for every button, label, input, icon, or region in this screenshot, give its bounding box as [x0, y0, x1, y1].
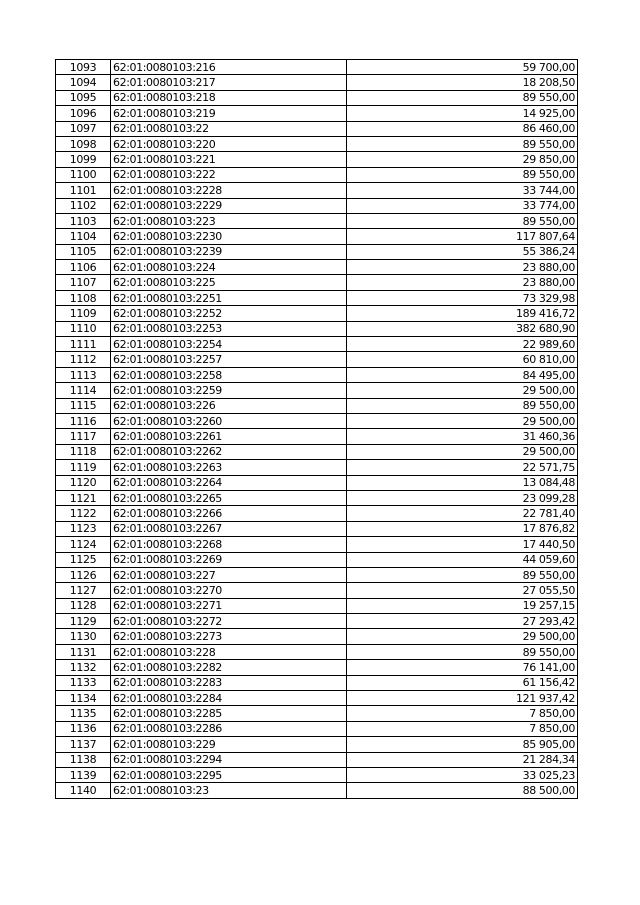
row-number-cell: 1130: [56, 629, 111, 644]
table-row: [56, 167, 578, 182]
cadastral-number-cell: 62:01:0080103:2252: [111, 306, 347, 321]
row-number-cell: 1111: [56, 337, 111, 352]
cadastral-number-cell: 62:01:0080103:2284: [111, 691, 347, 706]
cadastral-value-cell: 189 416,72: [347, 306, 578, 321]
row-number-cell: 1128: [56, 598, 111, 613]
row-number-cell: 1107: [56, 275, 111, 290]
cadastral-number-cell: 62:01:0080103:218: [111, 90, 347, 105]
row-number-cell: 1104: [56, 229, 111, 244]
row-number-cell: 1112: [56, 352, 111, 367]
table-row: [56, 521, 578, 536]
cadastral-value-cell: 33 025,23: [347, 767, 578, 782]
table-row: [56, 691, 578, 706]
table-row: [56, 229, 578, 244]
table-row: [56, 783, 578, 798]
table-row: [56, 352, 578, 367]
cadastral-number-cell: 62:01:0080103:2261: [111, 429, 347, 444]
cadastral-number-cell: 62:01:0080103:2270: [111, 583, 347, 598]
table-row: [56, 75, 578, 90]
cadastral-number-cell: 62:01:0080103:2268: [111, 537, 347, 552]
table-row: [56, 152, 578, 167]
cadastral-value-cell: 29 500,00: [347, 413, 578, 428]
table-row: [56, 337, 578, 352]
cadastral-number-cell: 62:01:0080103:224: [111, 260, 347, 275]
table-row: [56, 537, 578, 552]
table-row: [56, 321, 578, 336]
cadastral-number-cell: 62:01:0080103:2229: [111, 198, 347, 213]
cadastral-value-cell: 31 460,36: [347, 429, 578, 444]
cadastral-number-cell: 62:01:0080103:2230: [111, 229, 347, 244]
cadastral-number-cell: 62:01:0080103:2265: [111, 490, 347, 505]
cadastral-value-cell: 33 774,00: [347, 198, 578, 213]
row-number-cell: 1102: [56, 198, 111, 213]
cadastral-value-cell: 27 293,42: [347, 614, 578, 629]
row-number-cell: 1131: [56, 644, 111, 659]
cadastral-value-cell: 22 989,60: [347, 337, 578, 352]
table-row: [56, 106, 578, 121]
row-number-cell: 1123: [56, 521, 111, 536]
row-number-cell: 1122: [56, 506, 111, 521]
cadastral-value-cell: 17 440,50: [347, 537, 578, 552]
cadastral-value-cell: 14 925,00: [347, 106, 578, 121]
cadastral-value-cell: 89 550,00: [347, 567, 578, 582]
cadastral-number-cell: 62:01:0080103:225: [111, 275, 347, 290]
table-row: [56, 198, 578, 213]
row-number-cell: 1093: [56, 60, 111, 75]
cadastral-number-cell: 62:01:0080103:216: [111, 60, 347, 75]
cadastral-value-cell: 84 495,00: [347, 367, 578, 382]
cadastral-number-cell: 62:01:0080103:2272: [111, 614, 347, 629]
row-number-cell: 1114: [56, 383, 111, 398]
table-row: [56, 383, 578, 398]
cadastral-value-cell: 60 810,00: [347, 352, 578, 367]
table-row: [56, 506, 578, 521]
table-row: [56, 290, 578, 305]
cadastral-value-cell: 59 700,00: [347, 60, 578, 75]
row-number-cell: 1109: [56, 306, 111, 321]
row-number-cell: 1100: [56, 167, 111, 182]
row-number-cell: 1099: [56, 152, 111, 167]
cadastral-value-cell: 29 850,00: [347, 152, 578, 167]
row-number-cell: 1110: [56, 321, 111, 336]
cadastral-value-cell: 89 550,00: [347, 398, 578, 413]
table-row: [56, 183, 578, 198]
table-row: [56, 244, 578, 259]
row-number-cell: 1139: [56, 767, 111, 782]
cadastral-value-cell: 18 208,50: [347, 75, 578, 90]
cadastral-number-cell: 62:01:0080103:2254: [111, 337, 347, 352]
cadastral-number-cell: 62:01:0080103:222: [111, 167, 347, 182]
cadastral-number-cell: 62:01:0080103:2264: [111, 475, 347, 490]
cadastral-number-cell: 62:01:0080103:2257: [111, 352, 347, 367]
cadastral-number-cell: 62:01:0080103:221: [111, 152, 347, 167]
table-row: [56, 136, 578, 151]
cadastral-value-cell: 55 386,24: [347, 244, 578, 259]
cadastral-value-cell: 73 329,98: [347, 290, 578, 305]
row-number-cell: 1125: [56, 552, 111, 567]
row-number-cell: 1095: [56, 90, 111, 105]
cadastral-value-cell: 117 807,64: [347, 229, 578, 244]
row-number-cell: 1129: [56, 614, 111, 629]
cadastral-number-cell: 62:01:0080103:2271: [111, 598, 347, 613]
table-row: [56, 567, 578, 582]
cadastral-value-cell: 76 141,00: [347, 660, 578, 675]
cadastral-number-cell: 62:01:0080103:2239: [111, 244, 347, 259]
cadastral-number-cell: 62:01:0080103:2251: [111, 290, 347, 305]
cadastral-number-cell: 62:01:0080103:2273: [111, 629, 347, 644]
row-number-cell: 1120: [56, 475, 111, 490]
table-body: [56, 60, 578, 799]
row-number-cell: 1127: [56, 583, 111, 598]
cadastral-number-cell: 62:01:0080103:2283: [111, 675, 347, 690]
row-number-cell: 1138: [56, 752, 111, 767]
cadastral-number-cell: 62:01:0080103:219: [111, 106, 347, 121]
cadastral-number-cell: 62:01:0080103:226: [111, 398, 347, 413]
row-number-cell: 1121: [56, 490, 111, 505]
table-row: [56, 614, 578, 629]
row-number-cell: 1126: [56, 567, 111, 582]
table-row: [56, 460, 578, 475]
cadastral-number-cell: 62:01:0080103:22: [111, 121, 347, 136]
table-row: [56, 429, 578, 444]
cadastral-value-cell: 89 550,00: [347, 644, 578, 659]
row-number-cell: 1101: [56, 183, 111, 198]
cadastral-number-cell: 62:01:0080103:2295: [111, 767, 347, 782]
cadastral-number-cell: 62:01:0080103:2228: [111, 183, 347, 198]
cadastral-number-cell: 62:01:0080103:23: [111, 783, 347, 798]
row-number-cell: 1094: [56, 75, 111, 90]
cadastral-value-cell: 29 500,00: [347, 629, 578, 644]
cadastral-value-cell: 85 905,00: [347, 737, 578, 752]
table-row: [56, 644, 578, 659]
cadastral-number-cell: 62:01:0080103:223: [111, 213, 347, 228]
cadastral-value-cell: 7 850,00: [347, 706, 578, 721]
cadastral-number-cell: 62:01:0080103:2262: [111, 444, 347, 459]
cadastral-number-cell: 62:01:0080103:2267: [111, 521, 347, 536]
table-row: [56, 275, 578, 290]
table-row: [56, 398, 578, 413]
cadastral-value-cell: 29 500,00: [347, 444, 578, 459]
row-number-cell: 1135: [56, 706, 111, 721]
cadastral-value-cell: 23 099,28: [347, 490, 578, 505]
table-row: [56, 721, 578, 736]
table-row: [56, 413, 578, 428]
cadastral-value-cell: 21 284,34: [347, 752, 578, 767]
row-number-cell: 1116: [56, 413, 111, 428]
row-number-cell: 1117: [56, 429, 111, 444]
cadastral-number-cell: 62:01:0080103:229: [111, 737, 347, 752]
cadastral-number-cell: 62:01:0080103:2286: [111, 721, 347, 736]
table-row: [56, 121, 578, 136]
cadastral-value-cell: 27 055,50: [347, 583, 578, 598]
cadastral-value-cell: 44 059,60: [347, 552, 578, 567]
cadastral-value-cell: 89 550,00: [347, 167, 578, 182]
row-number-cell: 1113: [56, 367, 111, 382]
cadastral-value-cell: 17 876,82: [347, 521, 578, 536]
row-number-cell: 1136: [56, 721, 111, 736]
cadastral-value-cell: 61 156,42: [347, 675, 578, 690]
table-row: [56, 90, 578, 105]
table-row: [56, 737, 578, 752]
cadastral-value-cell: 29 500,00: [347, 383, 578, 398]
cadastral-value-cell: 121 937,42: [347, 691, 578, 706]
cadastral-number-cell: 62:01:0080103:227: [111, 567, 347, 582]
cadastral-value-cell: 89 550,00: [347, 136, 578, 151]
cadastral-value-cell: 7 850,00: [347, 721, 578, 736]
table-row: [56, 598, 578, 613]
table-row: [56, 367, 578, 382]
table-row: [56, 213, 578, 228]
cadastral-number-cell: 62:01:0080103:2294: [111, 752, 347, 767]
table-row: [56, 629, 578, 644]
table-row: [56, 552, 578, 567]
cadastral-value-cell: 89 550,00: [347, 90, 578, 105]
cadastral-value-cell: 88 500,00: [347, 783, 578, 798]
cadastral-value-cell: 22 781,40: [347, 506, 578, 521]
row-number-cell: 1124: [56, 537, 111, 552]
table-row: [56, 583, 578, 598]
cadastral-value-cell: 13 084,48: [347, 475, 578, 490]
table-row: [56, 752, 578, 767]
cadastral-number-cell: 62:01:0080103:2259: [111, 383, 347, 398]
table-row: [56, 260, 578, 275]
table-row: [56, 660, 578, 675]
row-number-cell: 1119: [56, 460, 111, 475]
cadastral-number-cell: 62:01:0080103:2266: [111, 506, 347, 521]
cadastral-value-table: [55, 59, 578, 799]
row-number-cell: 1133: [56, 675, 111, 690]
table-row: [56, 490, 578, 505]
cadastral-number-cell: 62:01:0080103:2269: [111, 552, 347, 567]
row-number-cell: 1105: [56, 244, 111, 259]
table-row: [56, 706, 578, 721]
row-number-cell: 1108: [56, 290, 111, 305]
cadastral-value-cell: 33 744,00: [347, 183, 578, 198]
row-number-cell: 1134: [56, 691, 111, 706]
cadastral-value-cell: 382 680,90: [347, 321, 578, 336]
cadastral-number-cell: 62:01:0080103:2253: [111, 321, 347, 336]
cadastral-number-cell: 62:01:0080103:217: [111, 75, 347, 90]
row-number-cell: 1097: [56, 121, 111, 136]
row-number-cell: 1132: [56, 660, 111, 675]
cadastral-number-cell: 62:01:0080103:228: [111, 644, 347, 659]
cadastral-value-cell: 23 880,00: [347, 275, 578, 290]
cadastral-value-cell: 86 460,00: [347, 121, 578, 136]
cadastral-value-cell: 19 257,15: [347, 598, 578, 613]
row-number-cell: 1103: [56, 213, 111, 228]
table-row: [56, 767, 578, 782]
row-number-cell: 1115: [56, 398, 111, 413]
row-number-cell: 1098: [56, 136, 111, 151]
table-row: [56, 675, 578, 690]
cadastral-number-cell: 62:01:0080103:2285: [111, 706, 347, 721]
row-number-cell: 1096: [56, 106, 111, 121]
cadastral-number-cell: 62:01:0080103:2282: [111, 660, 347, 675]
cadastral-number-cell: 62:01:0080103:2263: [111, 460, 347, 475]
cadastral-number-cell: 62:01:0080103:220: [111, 136, 347, 151]
cadastral-number-cell: 62:01:0080103:2258: [111, 367, 347, 382]
cadastral-number-cell: 62:01:0080103:2260: [111, 413, 347, 428]
table-row: [56, 306, 578, 321]
table-row: [56, 60, 578, 75]
row-number-cell: 1118: [56, 444, 111, 459]
table-row: [56, 475, 578, 490]
row-number-cell: 1106: [56, 260, 111, 275]
cadastral-value-cell: 22 571,75: [347, 460, 578, 475]
row-number-cell: 1137: [56, 737, 111, 752]
cadastral-value-cell: 23 880,00: [347, 260, 578, 275]
row-number-cell: 1140: [56, 783, 111, 798]
cadastral-value-cell: 89 550,00: [347, 213, 578, 228]
table-row: [56, 444, 578, 459]
